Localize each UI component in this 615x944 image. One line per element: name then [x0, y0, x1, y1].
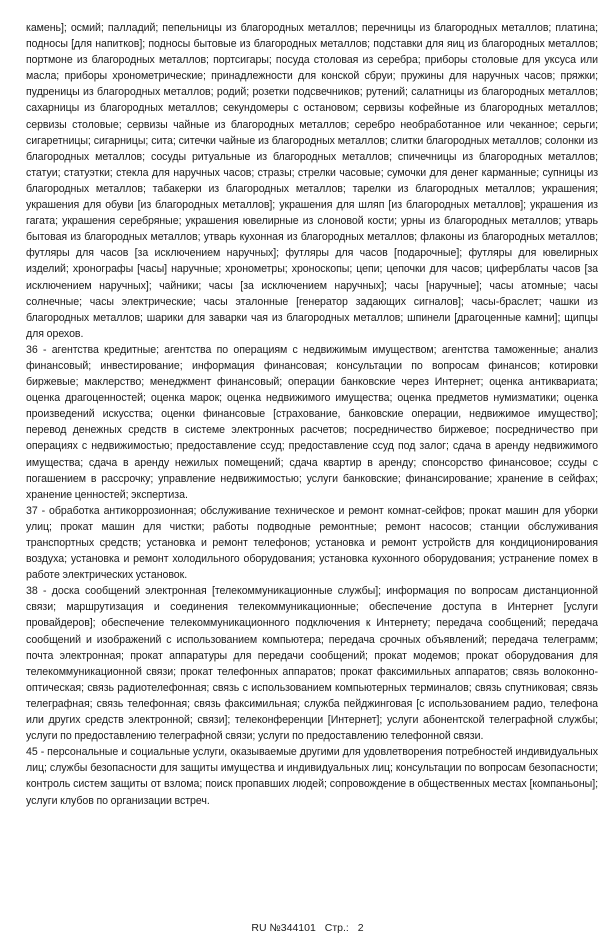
page-number: 2	[357, 922, 364, 934]
paragraph-class-38: 38 - доска сообщений электронная [телекоммуникационные службы]; информация по вопросам дистанционной связи; маршрутизация и соединения телекоммуникационные; обеспечение доступа в Интернет [услуги провайдеров]; обеспечение телекоммуникационного подключения к Интернету; передача сообщений; передача сообщений и изображений с использованием компьютера; передача срочных объявлений; передача телеграмм; почта электронная; прокат аппаратуры для передачи сообщений; прокат модемов; прокат оборудования для телекоммуникационной связи; прокат телефонных аппаратов; прокат факсимильных аппаратов; связь волоконно-оптическая; связь радиотелефонная; связь с использованием компьютерных терминалов; связь спутниковая; связь телеграфная; связь телефонная; связь факсимильная; служба пейджинговая [с использованием радио, телефона или других средств электронной; связи]; телеконференции [Интернет]; услуги абонентской телеграфной службы; услуги по предоставлению телеграфной связи; услуги по предоставлению телефонной связи.	[26, 585, 598, 743]
page-footer	[0, 922, 615, 934]
paragraph-class-14-continued: камень]; осмий; палладий; пепельницы из благородных металлов; перечницы из благородных металлов; платина; подносы [для напитков]; подносы бытовые из благородных металлов; подставки для яиц из благородных металлов; портмоне из благородных металлов; портсигары; посуда столовая из серебра; приборы столовые для уксуса или масла; приборы хронометрические; принадлежности для конской сбруи; пружины для наручных часов; пряжки; пудреницы из благородных металлов; родий; розетки подсвечников; рутений; салатницы из благородных металлов; сахарницы из благородных металлов; секундомеры с остановом; сервизы кофейные из благородных металлов; сервизы столовые; сервизы чайные из благородных металлов; серебро необработанное или чеканное; серьги; сигаретницы; сигарницы; сита; ситечки чайные из благородных металлов; слитки благородных металлов; солонки из благородных металлов; сосуды ритуальные из благородных металлов; спичечницы из благородных металлов; статуи; статуэтки; стекла для наручных часов; стразы; стрелки часовые; сумочки для денег карманные; супницы из благородных металлов; табакерки из благородных металлов; тарелки из благородных металлов; украшения; украшения для обуви [из благородных металлов]; украшения для шляп [из благородных металлов]; украшения из гагата; украшения серебряные; украшения ювелирные из слоновой кости; урны из благородных металлов; утварь бытовая из благородных металлов; утварь кухонная из благородных металлов; флаконы из благородных металлов; футляры для часов [за исключением наручных]; футляры для часов [подарочные]; футляры для ювелирных изделий; хронографы [часы] наручные; хронометры; хроноскопы; цепи; цепочки для часов; циферблаты часов [за исключением наручных]; чайники; часы [за исключением наручных]; часы [наручные]; часы атомные; часы солнечные; часы электрические; часы эталонные [генератор задающих сигналов]; часы-браслет; чашки из благородных металлов; шарики для заварки чая из благородных металлов; шпинели [драгоценные камни]; щипцы для орехов.	[26, 22, 598, 340]
page-label: Стр.:	[324, 922, 349, 934]
document-number: RU №344101	[251, 922, 316, 934]
document-body	[26, 20, 598, 809]
paragraph-class-36: 36 - агентства кредитные; агентства по операциям с недвижимым имуществом; агентства таможенные; анализ финансовый; инвестирование; информация финансовая; консультации по вопросам финансов; котировки биржевые; маклерство; менеджмент финансовый; операции банковские через Интернет; оценка антиквариата; оценка драгоценностей; оценка марок; оценка недвижимого имущества; оценка предметов нумизматики; оценка произведений искусства; оценки финансовые [страхование, банковские операции, недвижимое имущество]; перевод денежных средств в системе электронных расчетов; посредничество биржевое; посредничество при операциях с недвижимостью; предоставление ссуд; предоставление ссуд под залог; сдача в аренду недвижимого имущества; сдача в аренду нежилых помещений; сдача квартир в аренду; спонсорство финансовое; ссуды с погашением в рассрочку; управление недвижимостью; услуги банковские; финансирование; хранение в сейфах; хранение ценностей; экспертиза.	[26, 343, 598, 501]
paragraph-class-45: 45 - персональные и социальные услуги, оказываемые другими для удовлетворения потребностей индивидуальных лиц; службы безопасности для защиты имущества и индивидуальных лиц; консультации по вопросам безопасности; контроль систем защиты от взлома; поиск пропавших людей; сопровождение в общественных местах [компаньоны]; услуги клубов по организации встреч.	[26, 746, 598, 807]
paragraph-class-37: 37 - обработка антикоррозионная; обслуживание техническое и ремонт комнат-сейфов; прокат машин для уборки улиц; прокат машин для чистки; работы подводные ремонтные; ремонт насосов; станции обслуживания транспортных средств; установка и ремонт телефонов; установка и ремонт устройств для кондиционирования воздуха; установка и ремонт холодильного оборудования; установка кухонного оборудования; устранение помех в работе электрических установок.	[26, 504, 598, 582]
